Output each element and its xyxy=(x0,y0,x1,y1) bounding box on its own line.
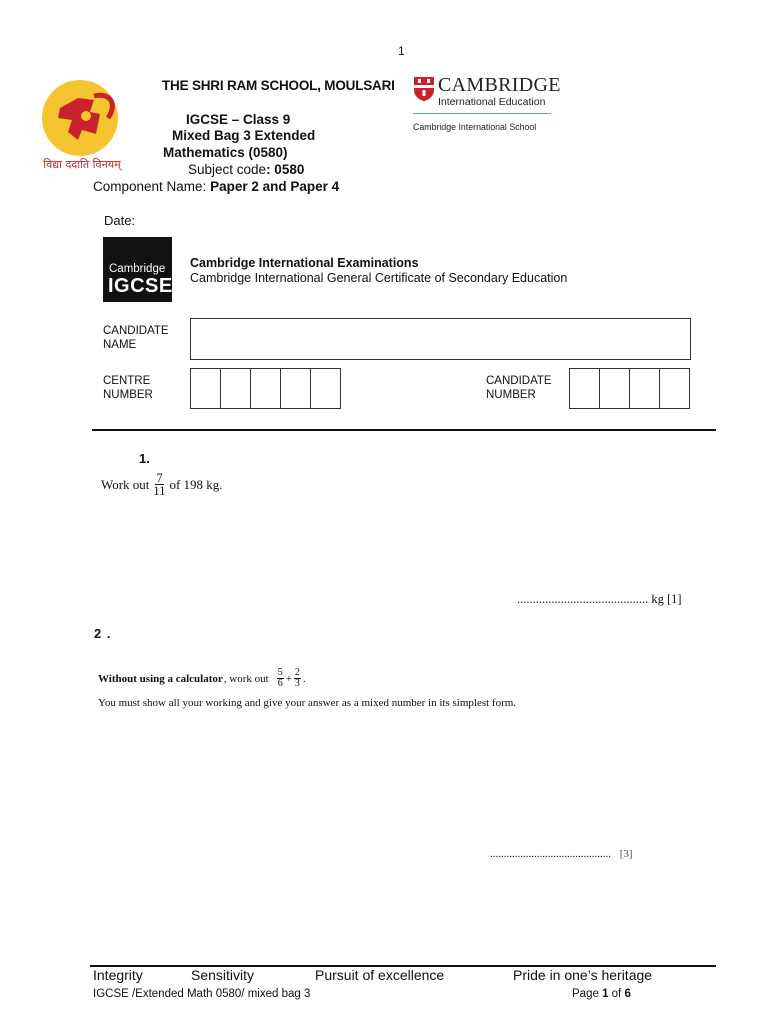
candidate-number-boxes xyxy=(569,368,690,409)
footer-page-total: 6 xyxy=(624,988,631,1000)
question-1-answer-line xyxy=(517,592,682,607)
question-2-instruction: You must show all your working and give your answer as a mixed number in its simplest form. xyxy=(98,697,517,709)
question-1-number: 1. xyxy=(139,451,150,466)
school-name: THE SHRI RAM SCHOOL, MOULSARI xyxy=(162,78,395,93)
candidate-number-label-line2: NUMBER xyxy=(486,389,536,401)
centre-digit-box[interactable] xyxy=(311,369,340,408)
candidate-name-label xyxy=(103,324,169,352)
candidate-digit-box[interactable] xyxy=(660,369,689,408)
footer-values xyxy=(93,967,693,985)
q2-fraction-2 xyxy=(294,668,301,689)
q2-frac1-numerator: 5 xyxy=(277,667,283,678)
question-2-text xyxy=(98,668,306,689)
footer-page-of: of xyxy=(608,988,625,1000)
q1-answer-dots: .......................................... xyxy=(517,592,649,606)
q1-fraction-denominator: 11 xyxy=(153,484,166,498)
component-label: Component Name: xyxy=(93,179,207,194)
cambridge-subtitle: International Education xyxy=(438,96,546,108)
q1-mark: kg [1] xyxy=(651,592,682,606)
candidate-digit-box[interactable] xyxy=(570,369,600,408)
candidate-name-label-line2: NAME xyxy=(103,339,137,351)
centre-digit-box[interactable] xyxy=(191,369,221,408)
q2-frac2-denominator: 3 xyxy=(294,678,300,689)
footer-page-current: 1 xyxy=(602,988,609,1000)
centre-digit-box[interactable] xyxy=(251,369,281,408)
exam-board-subtitle: Cambridge International General Certificate of Secondary Education xyxy=(190,271,568,285)
question-1-text xyxy=(101,472,223,497)
component-name xyxy=(93,179,339,194)
centre-number-label xyxy=(103,374,153,402)
centre-number-boxes xyxy=(190,368,341,409)
footer-document-label: IGCSE /Extended Math 0580/ mixed bag 3 xyxy=(93,988,311,1000)
footer-value-excellence: Pursuit of excellence xyxy=(315,967,445,983)
subject-code xyxy=(188,162,304,177)
cambridge-shield-icon xyxy=(413,76,435,102)
q2-frac2-numerator: 2 xyxy=(294,667,300,678)
centre-number-label-line1: CENTRE xyxy=(103,375,151,387)
subject-code-label: Subject code xyxy=(188,162,267,177)
footer-page-number xyxy=(572,988,631,1000)
q2-answer-dots: ............................................ xyxy=(490,848,611,860)
q2-operator: + xyxy=(285,672,292,685)
q2-frac1-denominator: 6 xyxy=(277,678,283,689)
footer-page-prefix: Page xyxy=(572,988,603,1000)
school-motto: विद्या ददाति विनयम् xyxy=(43,158,121,171)
date-label: Date: xyxy=(104,213,136,228)
q1-fraction xyxy=(153,472,165,497)
q1-fraction-numerator: 7 xyxy=(156,471,163,485)
q2-end: . xyxy=(302,672,306,685)
cambridge-divider xyxy=(413,113,551,114)
q2-fraction-1 xyxy=(277,668,284,689)
school-logo xyxy=(38,78,134,174)
class-line: IGCSE – Class 9 xyxy=(186,112,291,127)
centre-digit-box[interactable] xyxy=(281,369,311,408)
exam-board-title: Cambridge International Examinations xyxy=(190,256,419,270)
footer-value-heritage: Pride in one’s heritage xyxy=(513,967,653,983)
subject-title: Mathematics (0580) xyxy=(163,145,288,160)
question-2-number: 2 . xyxy=(94,626,112,641)
footer-value-sensitivity: Sensitivity xyxy=(191,967,255,983)
subject-code-value: : 0580 xyxy=(266,162,305,177)
candidate-name-label-line1: CANDIDATE xyxy=(103,325,169,337)
centre-digit-box[interactable] xyxy=(221,369,251,408)
footer-value-integrity: Integrity xyxy=(93,967,143,983)
igcse-badge-big: IGCSE xyxy=(108,275,173,297)
cambridge-school-tag: Cambridge International School xyxy=(413,122,537,132)
igcse-badge xyxy=(103,237,172,302)
igcse-badge-small: Cambridge xyxy=(109,263,166,275)
component-value: Paper 2 and Paper 4 xyxy=(210,179,340,194)
candidate-number-label xyxy=(486,374,552,402)
q1-text-after: of 198 kg. xyxy=(169,476,223,492)
shri-ram-school-logo-icon xyxy=(38,78,134,174)
page-number-top: 1 xyxy=(398,44,405,58)
centre-number-label-line2: NUMBER xyxy=(103,389,153,401)
q2-mark: [3] xyxy=(619,848,633,860)
candidate-number-label-line1: CANDIDATE xyxy=(486,375,552,387)
candidate-digit-box[interactable] xyxy=(630,369,660,408)
candidate-digit-box[interactable] xyxy=(600,369,630,408)
section-divider xyxy=(92,429,716,431)
q2-bold-prefix: Without using a calculator xyxy=(98,672,223,685)
q1-text-before: Work out xyxy=(101,476,150,492)
cambridge-wordmark: CAMBRIDGE xyxy=(438,74,561,96)
mixed-bag-title: Mixed Bag 3 Extended xyxy=(172,128,316,143)
candidate-name-field[interactable] xyxy=(190,318,691,360)
question-2-answer-line xyxy=(490,848,633,860)
q2-text-mid: , work out xyxy=(223,672,269,685)
